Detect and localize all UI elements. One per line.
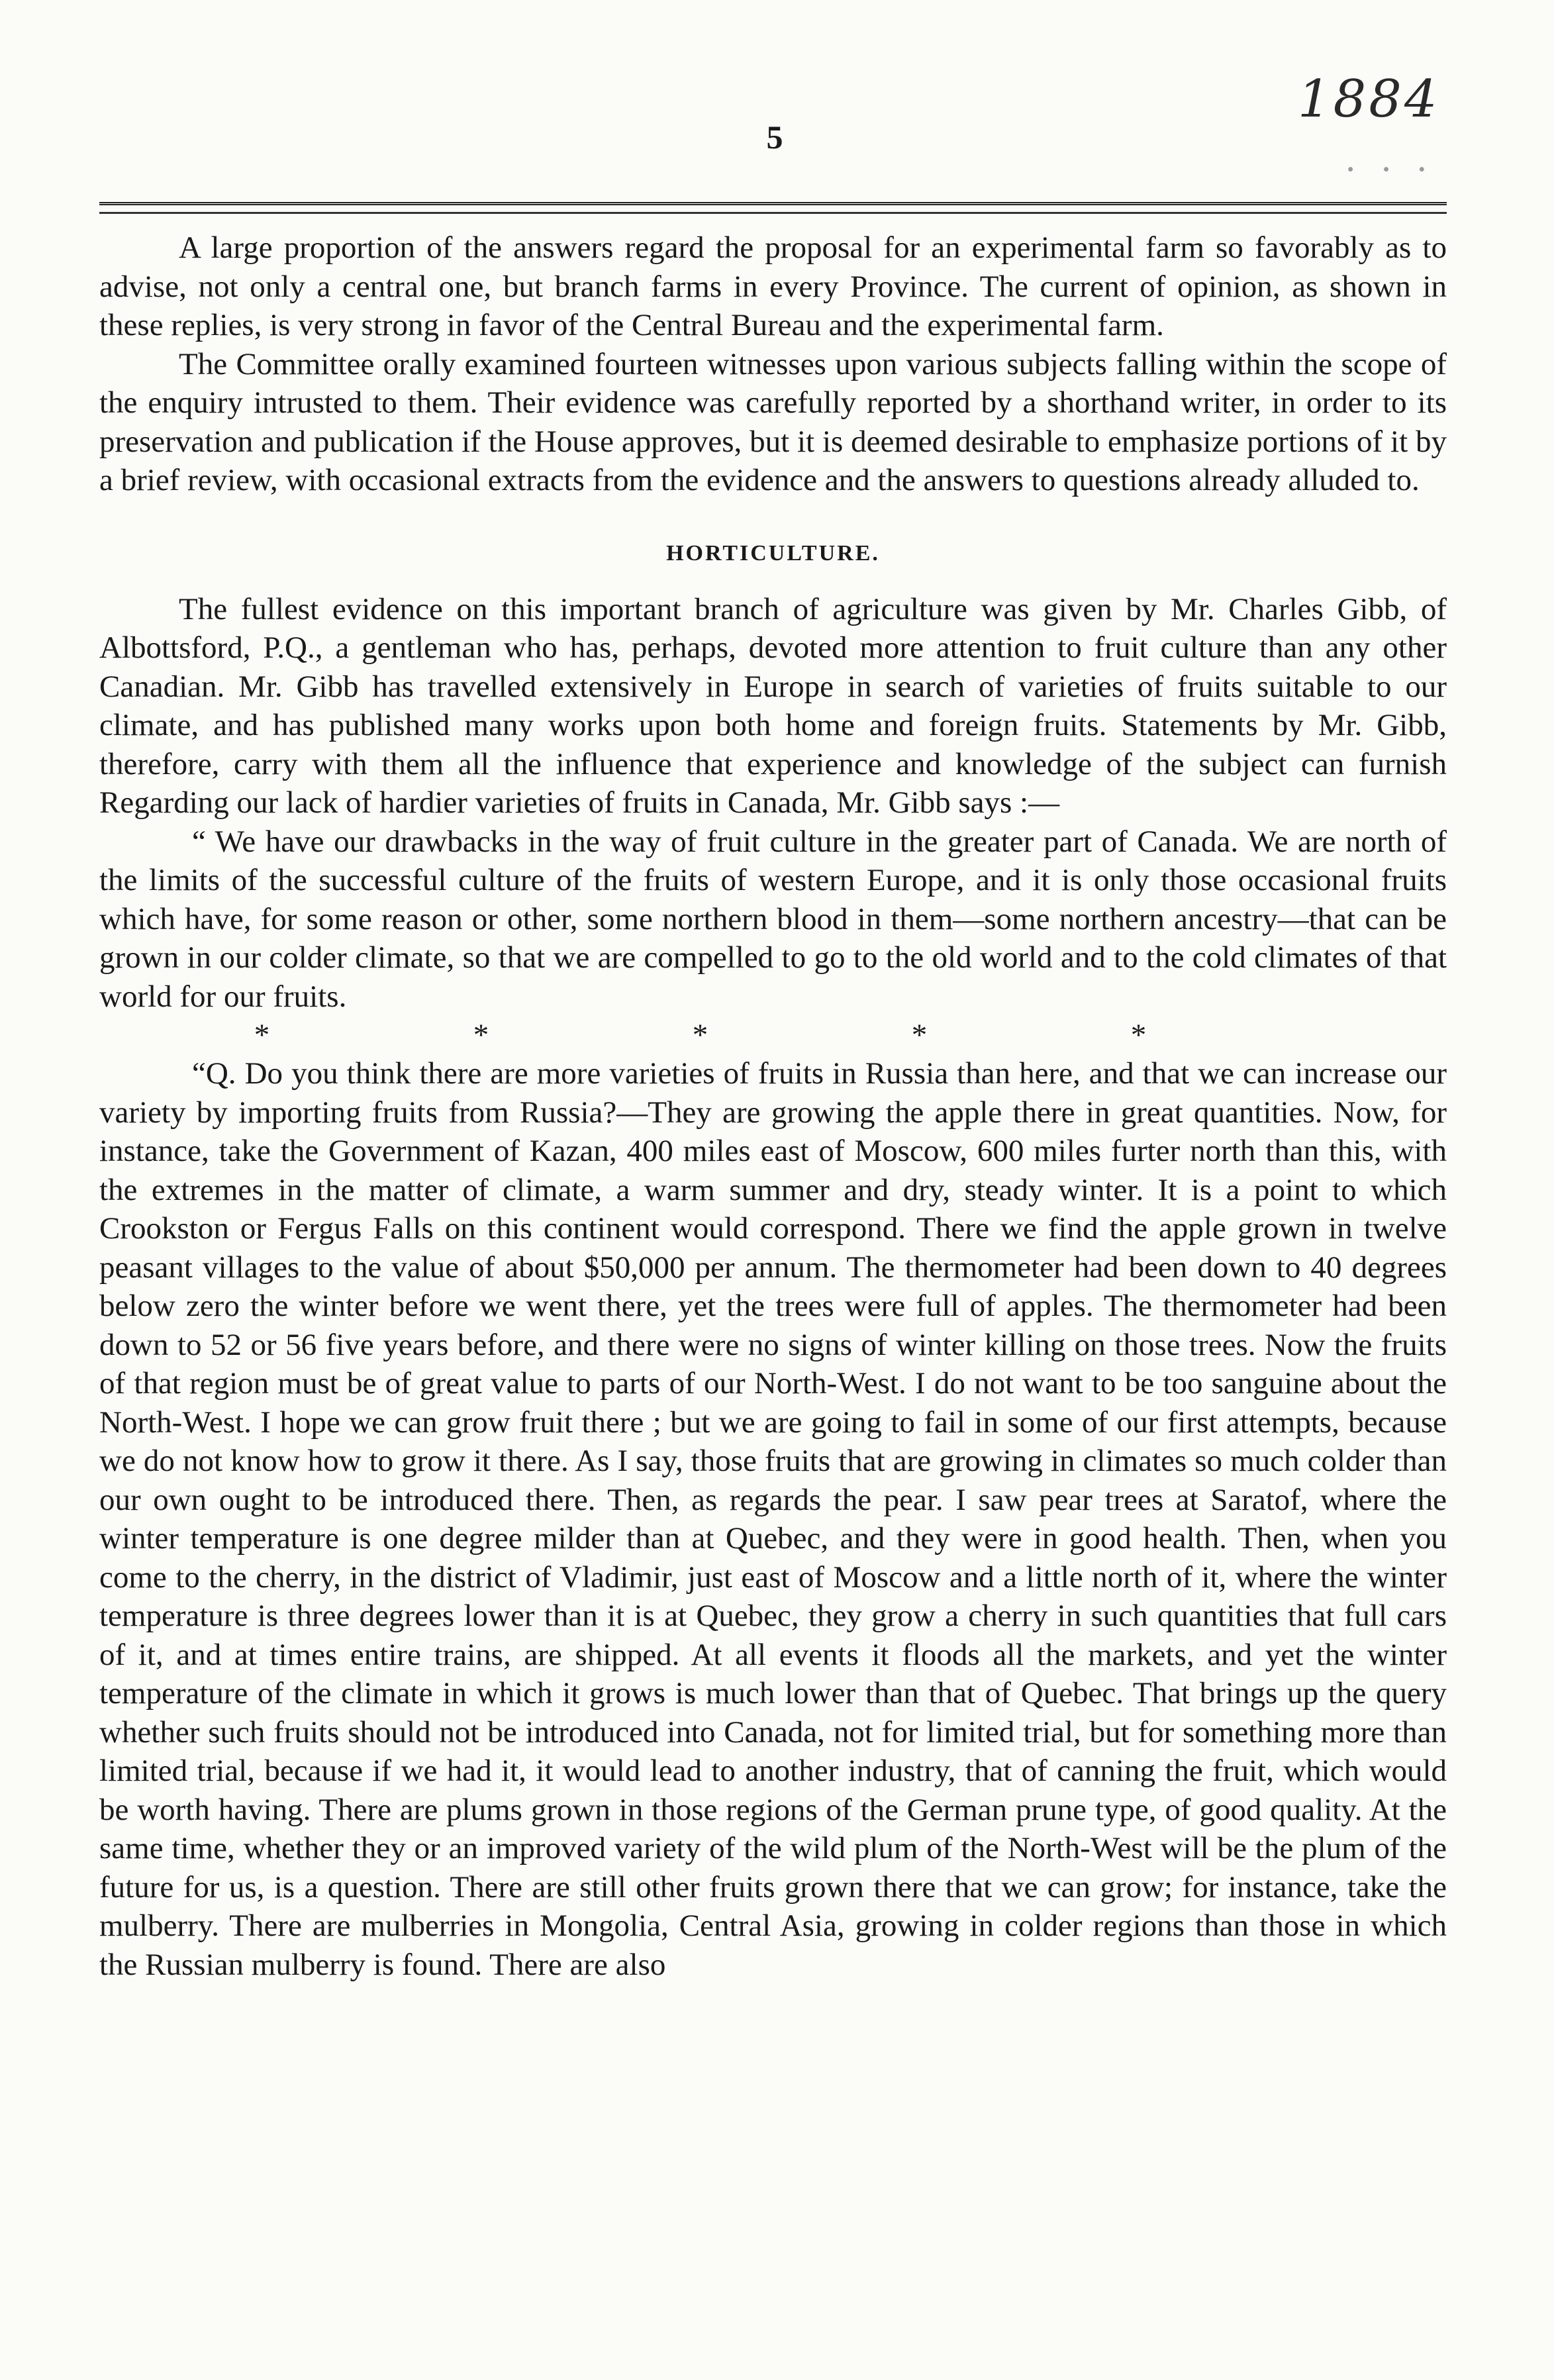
asterisk: *	[692, 1018, 708, 1052]
asterisk-separator	[99, 1016, 1447, 1054]
asterisk: *	[1130, 1018, 1147, 1052]
header-rule	[99, 202, 1447, 205]
handwritten-annotation: 1884	[1298, 70, 1440, 129]
header-rule-lower	[99, 212, 1447, 214]
page-number: 5	[766, 119, 783, 156]
asterisk: *	[254, 1018, 270, 1052]
quote-russia-fruits: “Q. Do you think there are more varieties of fruits in Russia than here, and that we can increase our variety by importing fruits from Russia?—They are growing the apple there in great quantities. Now, for instance, take the Government of Kazan, 400 miles east of Moscow, 600 miles furter north than this, with the extremes in the matter of climate, a warm summer and dry, steady winter. It is a point to which Crookston or Fergus Falls on this continent would correspond. There we find the apple grown in twelve peasant villages to the value of about $50,000 per annum. The thermometer had been down to 40 degrees below zero the winter before we went there, yet the trees were full of apples. The thermometer had been down to 52 or 56 five years before, and there were no signs of winter killing on those trees. Now the fruits of that region must be of great value to parts of our North-West. I do not want to be too sanguine about the North-West. I hope we can grow fruit there ; but we are going to fail in some of our first attempts, because we do not know how to grow it there. As I say, those fruits that are growing in climates so much colder than our own ought to be introduced there. Then, as regards the pear. I saw pear trees at Saratof, where the winter temperature is one degree milder than at Quebec, and they were in good health. Then, when you come to the cherry, in the district of Vladimir, just east of Moscow and a little north of it, where the winter temperature is three degrees lower than it is at Quebec, they grow a cherry in such quantities that full cars of it, and at times entire trains, are shipped. At all events it floods all the markets, and yet the winter temperature of the climate in which it grows is much lower than that of Quebec. That brings up the query whether such fruits should not be introduced into Canada, not for limited trial, but for something more than limited trial, because if we had it, it would lead to another industry, that of canning the fruit, which would be worth having. There are plums grown in those regions of the German prune type, of good quality. At the same time, whether they or an improved variety of the wild plum of the North-West will be the plum of the future for us, is a question. There are still other fruits grown there that we can grow; for instance, take the mulberry. There are mulberries in Mongolia, Central Asia, growing in colder regions than those in which the Russian mulberry is found. There are also	[99, 1056, 1447, 1982]
paragraph-experimental-farm: A large proportion of the answers regard the proposal for an experimental farm so favorably as to advise, not only a central one, but branch farms in every Province. The current of opinion, as shown in these replies, is very strong in favor of the Central Bureau and the experimental farm.	[99, 230, 1447, 342]
page-body	[99, 228, 1447, 1984]
asterisk: *	[473, 1018, 489, 1052]
asterisk: *	[911, 1018, 928, 1052]
quote-drawbacks: “ We have our drawbacks in the way of fruit culture in the greater part of Canada. We are north of the limits of the successful culture of the fruits of western Europe, and it is only those occasional fruits which have, for some reason or other, some northern blood in them—some northern ancestry—that can be grown in our colder climate, so that we are compelled to go to the old world and to the cold climates of that world for our fruits.	[99, 824, 1447, 1014]
paragraph-gibb-intro: The fullest evidence on this important branch of agriculture was given by Mr. Charles Gibb, of Albottsford, P.Q., a gentleman who has, perhaps, devoted more attention to fruit culture than any other Canadian. Mr. Gibb has travelled extensively in Europe in search of varieties of fruits suitable to our climate, and has published many works upon both home and foreign fruits. Statements by Mr. Gibb, therefore, carry with them all the influence that experience and knowledge of the subject can furnish Regarding our lack of hardier varieties of fruits in Canada, Mr. Gibb says :—	[99, 591, 1447, 820]
paragraph-committee-witnesses: The Committee orally examined fourteen witnesses upon various subjects falling within the scope of the enquiry intrusted to them. Their evidence was carefully reported by a shorthand writer, in order to its preservation and publication if the House approves, but it is deemed desirable to emphasize portions of it by a brief review, with occasional extracts from the evidence and the answers to questions already alluded to.	[99, 346, 1447, 497]
faded-stamp-mark: · · ·	[1344, 148, 1435, 191]
section-heading-horticulture: HORTICULTURE.	[666, 540, 880, 566]
